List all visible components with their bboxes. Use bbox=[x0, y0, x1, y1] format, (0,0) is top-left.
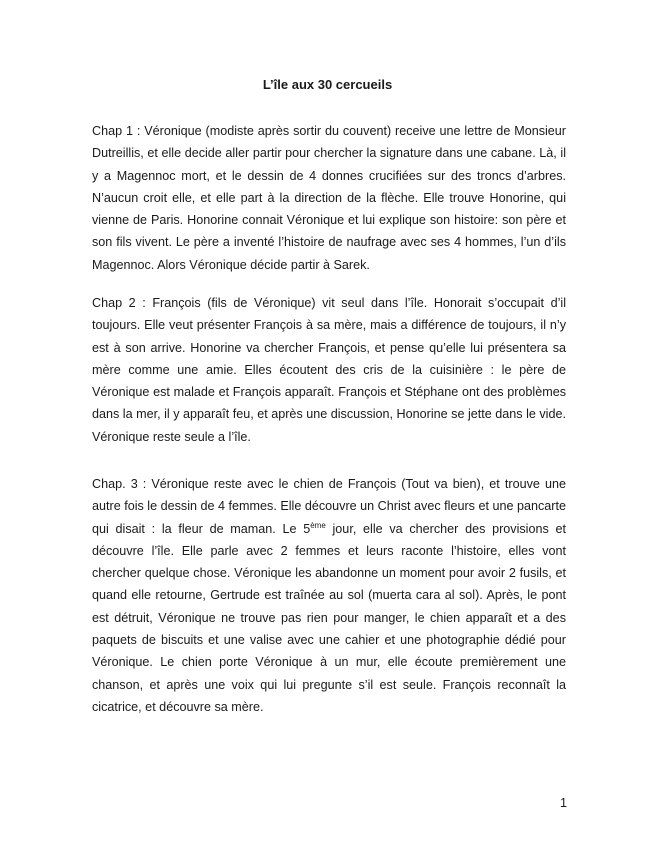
document-title: L’île aux 30 cercueils bbox=[262, 77, 393, 92]
chapter-3-superscript: ème bbox=[310, 520, 326, 530]
chapter-2-paragraph: Chap 2 : François (fils de Véronique) vit seul dans l’île. Honorait s’occupait d’il toujours. Elle veut présenter François à sa mère, mais a différence de toujours, il n’y est à son arrive. Honorine va chercher François, et pense qu’elle lui présentera sa mère comme une amie. Elles écoutent des cris de la cuisinière : le père de Véronique est malade et François apparaît. François et Stéphane ont des problèmes dans la mer, il y apparaît feu, et après une discussion, Honorine se jette dans le vide. Véronique reste seule a l’île. bbox=[92, 296, 566, 444]
page-number: 1 bbox=[559, 796, 567, 810]
chapter-3-text-after: jour, elle va chercher des provisions et découvre l’île. Elle parle avec 2 femmes et leurs raconte l’histoire, elles vont chercher quelque chose. Véronique les abandonne un moment pour avoir 2 fusils, et quand elle retourne, Gertrude est traînée au sol (muerta cara al sol). Après, le pont est détruit, Véronique ne trouve pas rien pour manger, le chien apparaît et a des paquets de biscuits et une valise avec une cahier et une photographie dédié pour Véronique. Le chien porte Véronique à un mur, elle écoute premièrement une chanson, et après une voix qui lui pregunte s’il est seule. François reconnaît la cicatrice, et découvre sa mère. bbox=[92, 521, 567, 714]
chapter-3-paragraph bbox=[92, 473, 566, 718]
chapter-3-text-before: Chap. 3 : Véronique reste avec le chien de François (Tout va bien), et trouve une autre fois le dessin de 4 femmes. Elle découvre un Christ avec fleurs et une pancarte qui disait : la fleur de maman. Le 5 bbox=[92, 477, 566, 536]
chapter-1-paragraph: Chap 1 : Véronique (modiste après sortir du couvent) receive une lettre de Monsieur Dutreillis, et elle decide aller partir pour chercher la signature dans une cabane. Là, il y a Magennoc mort, et le dessin de 4 donnes crucifiées sur des troncs d’arbres. N’aucun croit elle, et elle part à la direction de la flèche. Elle trouve Honorine, qui vienne de Paris. Honorine connait Véronique et lui explique son histoire: son père et son fils vivent. Le père a inventé l’histoire de naufrage avec ses 4 hommes, l’un d’ils Magennoc. Alors Véronique décide partir à Sarek. bbox=[92, 124, 566, 272]
